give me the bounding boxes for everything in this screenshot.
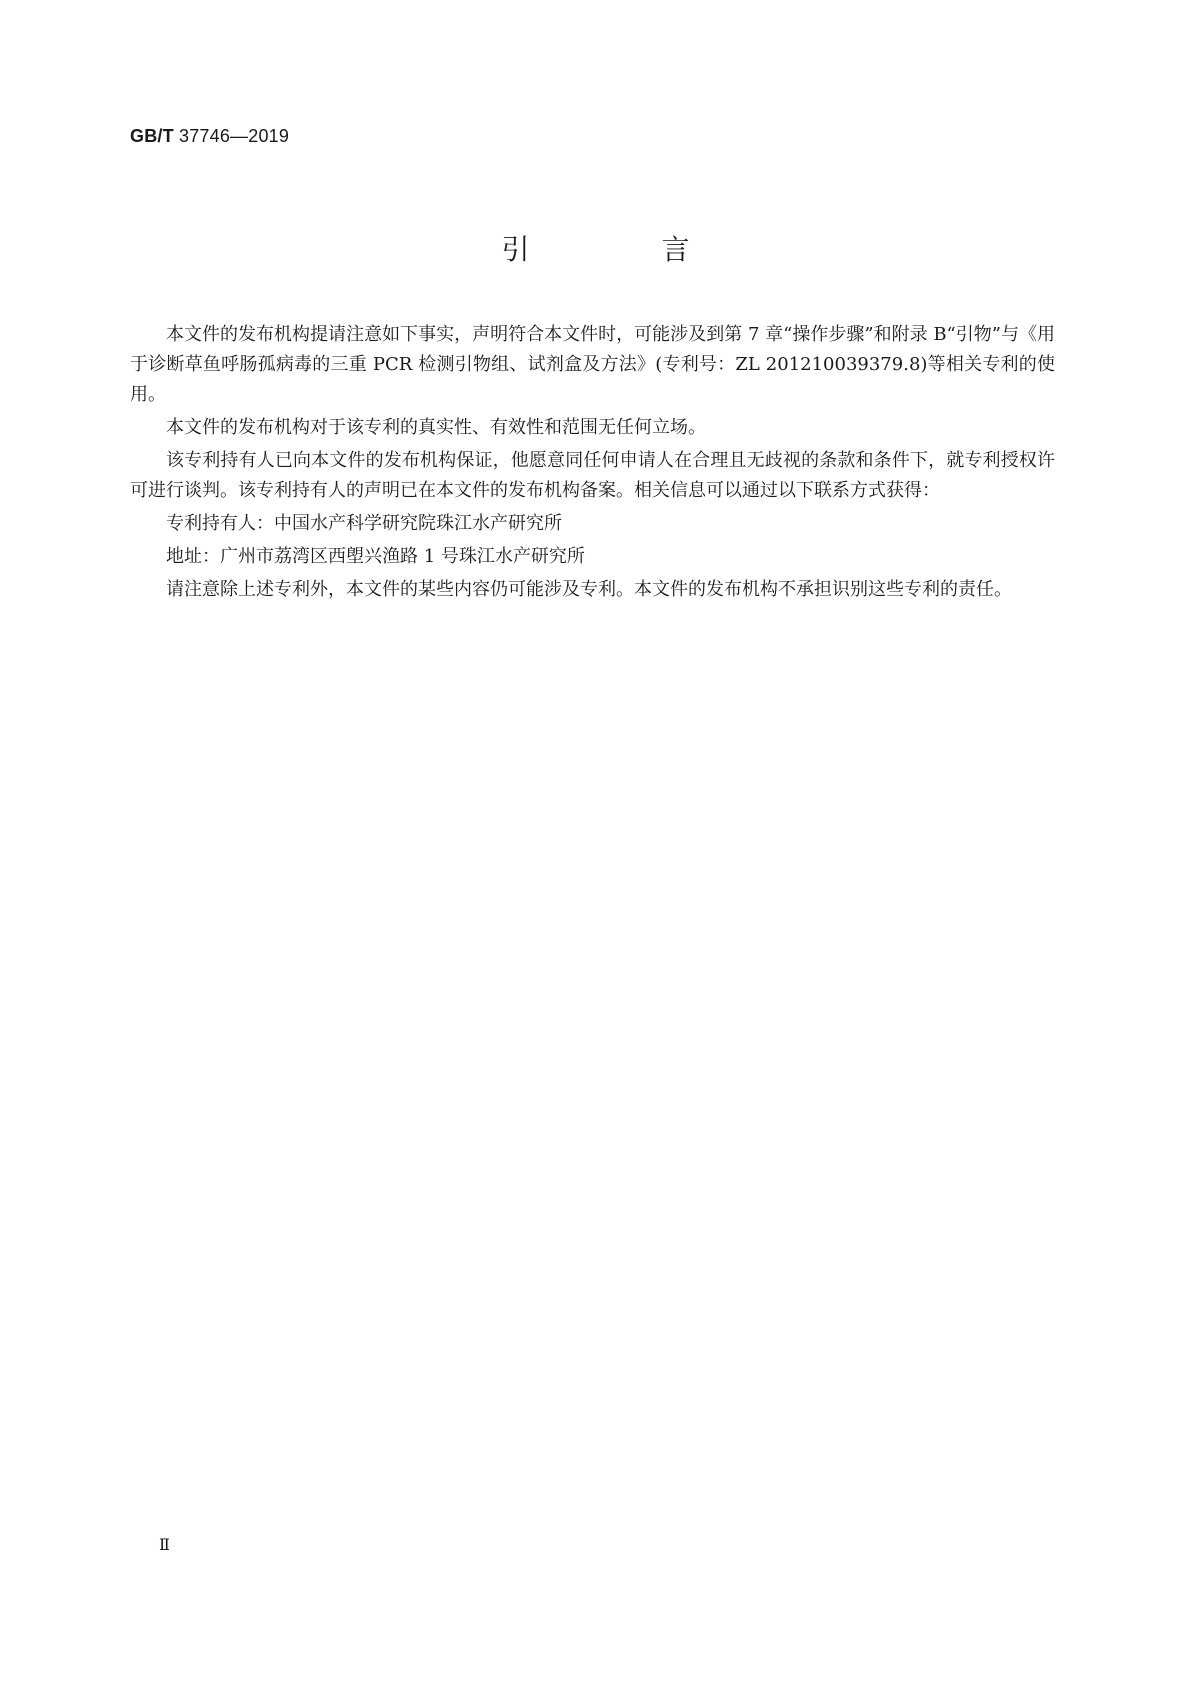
paragraph-patent-notice: 本文件的发布机构提请注意如下事实，声明符合本文件时，可能涉及到第 7 章“操作步骤”和附录 B“引物”与《用于诊断草鱼呼肠孤病毒的三重 PCR 检测引物组、试剂盒及方法》(专利号：ZL 201210039379.8)等相关专利的使用。 bbox=[130, 324, 1055, 405]
paragraph-disclaimer: 请注意除上述专利外，本文件的某些内容仍可能涉及专利。本文件的发布机构不承担识别这些专利的责任。 bbox=[166, 579, 1012, 600]
paragraph-address: 地址：广州市荔湾区西塱兴渔路 1 号珠江水产研究所 bbox=[166, 546, 585, 567]
paragraph-patent-holder: 专利持有人：中国水产科学研究院珠江水产研究所 bbox=[166, 513, 562, 534]
paragraph-licensing: 该专利持有人已向本文件的发布机构保证，他愿意同任何申请人在合理且无歧视的条款和条件下，就专利授权许可进行谈判。该专利持有人的声明已在本文件的发布机构备案。相关信息可以通过以下联系方式获得： bbox=[130, 450, 1055, 501]
standard-prefix: GB/T bbox=[130, 126, 174, 146]
standard-code bbox=[130, 126, 289, 147]
standard-number: 37746—2019 bbox=[179, 126, 290, 146]
paragraph-position: 本文件的发布机构对于该专利的真实性、有效性和范围无任何立场。 bbox=[166, 417, 706, 438]
document-body bbox=[130, 320, 1055, 608]
page-number: Ⅱ bbox=[159, 1535, 170, 1554]
page-title: 引 言 bbox=[501, 233, 742, 266]
